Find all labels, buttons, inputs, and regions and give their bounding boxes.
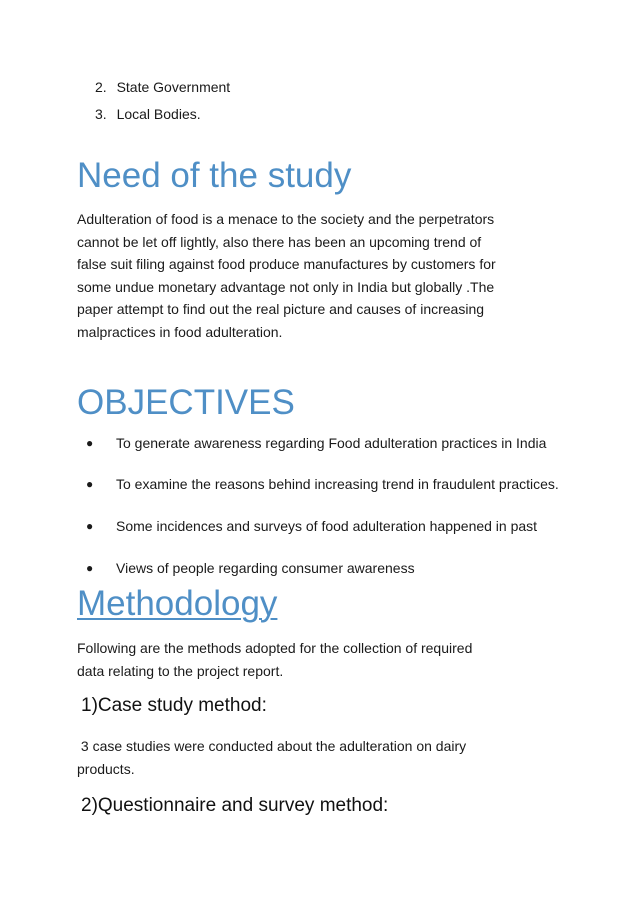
objective-text: Views of people regarding consumer awareness — [116, 560, 415, 576]
bullet-icon: ● — [86, 436, 94, 450]
bullet-icon: ● — [86, 561, 94, 575]
methodology-intro — [77, 637, 547, 682]
paragraph-line: data relating to the project report. — [77, 662, 284, 679]
case-study-description — [77, 735, 547, 780]
paragraph-line: products. — [77, 760, 135, 777]
objective-item — [86, 434, 562, 454]
need-of-study-heading: Need of the study — [77, 156, 352, 195]
list-number: 2. — [95, 79, 107, 95]
objective-item — [86, 559, 486, 579]
methodology-heading: Methodology — [77, 584, 278, 623]
bullet-icon: ● — [86, 519, 94, 533]
list-text: Local Bodies. — [116, 106, 201, 122]
objective-text: To examine the reasons behind increasing trend in fraudulent practices. — [116, 476, 559, 492]
list-text: State Government — [116, 79, 231, 95]
paragraph-line: 3 case studies were conducted about the adulteration on dairy — [77, 738, 467, 754]
paragraph-line: Adulteration of food is a menace to the society and the perpetrators — [77, 211, 495, 227]
list-number: 3. — [95, 106, 107, 122]
objective-text: Some incidences and surveys of food adulteration happened in past — [116, 518, 538, 534]
paragraph-line: malpractices in food adulteration. — [77, 323, 283, 340]
bullet-icon: ● — [86, 477, 94, 491]
list-item-state-government — [95, 76, 230, 98]
paragraph-line: Following are the methods adopted for the collection of required — [77, 640, 473, 656]
questionnaire-method-heading: 2)Questionnaire and survey method: — [81, 795, 389, 816]
paragraph-line: false suit filing against food produce manufactures by customers for — [77, 256, 496, 272]
paragraph-line: some undue monetary advantage not only in India but globally .The — [77, 278, 495, 295]
objectives-heading: OBJECTIVES — [77, 383, 295, 422]
need-of-study-paragraph — [77, 208, 547, 343]
case-study-method-heading: 1)Case study method: — [81, 695, 267, 716]
paragraph-line: cannot be let off lightly, also there has been an upcoming trend of — [77, 233, 482, 250]
paragraph-line: paper attempt to find out the real picture and causes of increasing — [77, 301, 485, 317]
objective-item — [86, 517, 562, 537]
list-item-local-bodies — [95, 103, 201, 125]
objective-text: To generate awareness regarding Food adulteration practices in India — [116, 435, 547, 451]
objective-item — [86, 475, 562, 495]
